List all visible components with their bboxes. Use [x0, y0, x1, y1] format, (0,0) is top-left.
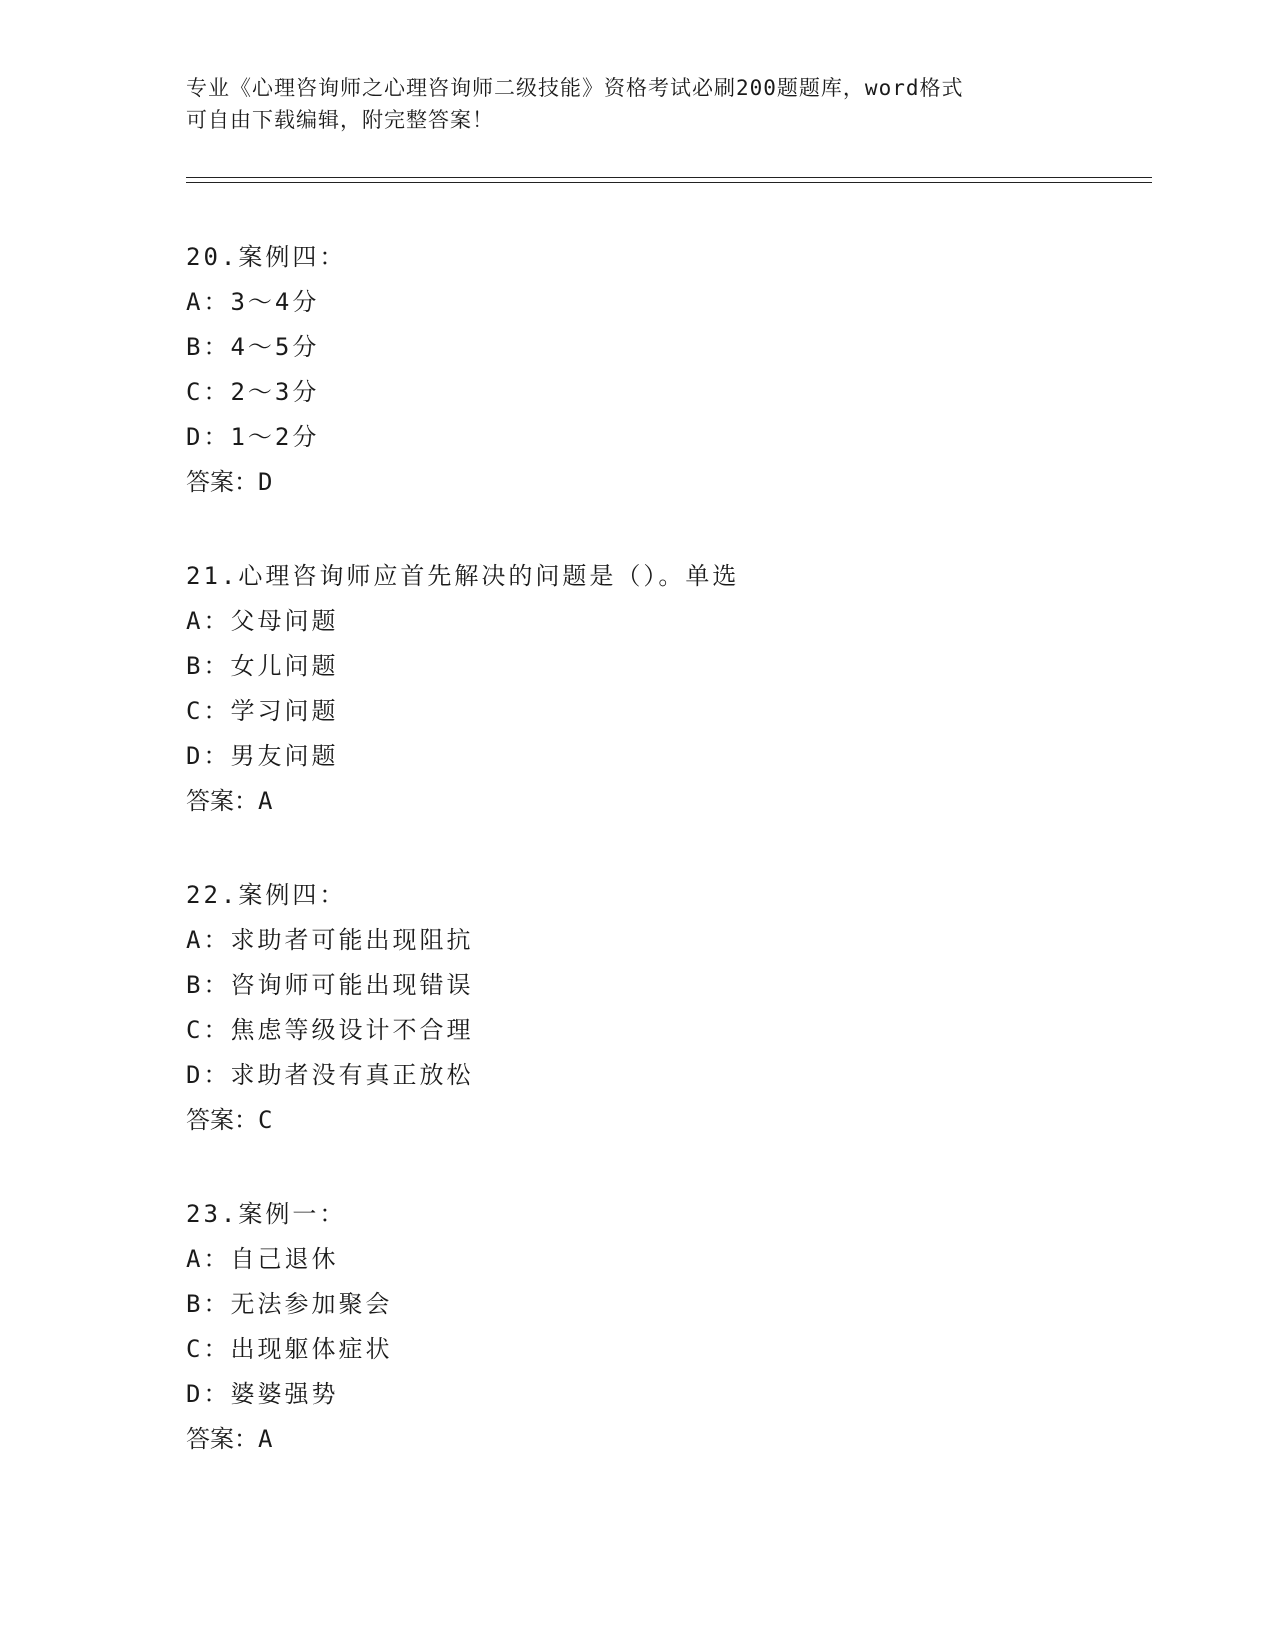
option-b: B：咨询师可能出现错误 [186, 971, 474, 999]
option-c: C：2～3分 [186, 378, 320, 406]
question-stem: 20.案例四： [186, 243, 347, 271]
header-divider-bottom [186, 182, 1152, 183]
option-a: A：自己退休 [186, 1245, 339, 1273]
option-c: C：焦虑等级设计不合理 [186, 1016, 474, 1044]
option-d: D：求助者没有真正放松 [186, 1061, 474, 1089]
header-line-2: 可自由下载编辑，附完整答案！ [186, 108, 494, 132]
option-d: D：1～2分 [186, 423, 320, 451]
answer-line: 答案：A [186, 787, 273, 815]
option-b: B：女儿问题 [186, 652, 339, 680]
question-23 [186, 1192, 1086, 1462]
option-b: B：4～5分 [186, 333, 320, 361]
question-stem: 21.心理咨询师应首先解决的问题是（）。单选 [186, 562, 740, 590]
answer-line: 答案：D [186, 468, 273, 496]
question-22 [186, 873, 1086, 1143]
option-a: A：父母问题 [186, 607, 339, 635]
option-a: A：3～4分 [186, 288, 320, 316]
option-d: D：男友问题 [186, 742, 339, 770]
document-header [186, 72, 1086, 136]
option-b: B：无法参加聚会 [186, 1290, 393, 1318]
answer-line: 答案：C [186, 1106, 273, 1134]
answer-line: 答案：A [186, 1425, 273, 1453]
question-stem: 23.案例一： [186, 1200, 347, 1228]
question-20 [186, 235, 1086, 505]
option-c: C：出现躯体症状 [186, 1335, 393, 1363]
option-d: D：婆婆强势 [186, 1380, 339, 1408]
header-line-1: 专业《心理咨询师之心理咨询师二级技能》资格考试必刷200题题库，word格式 [186, 76, 964, 100]
question-stem: 22.案例四： [186, 881, 347, 909]
option-a: A：求助者可能出现阻抗 [186, 926, 474, 954]
header-divider-top [186, 177, 1152, 178]
option-c: C：学习问题 [186, 697, 339, 725]
question-21 [186, 554, 1086, 824]
